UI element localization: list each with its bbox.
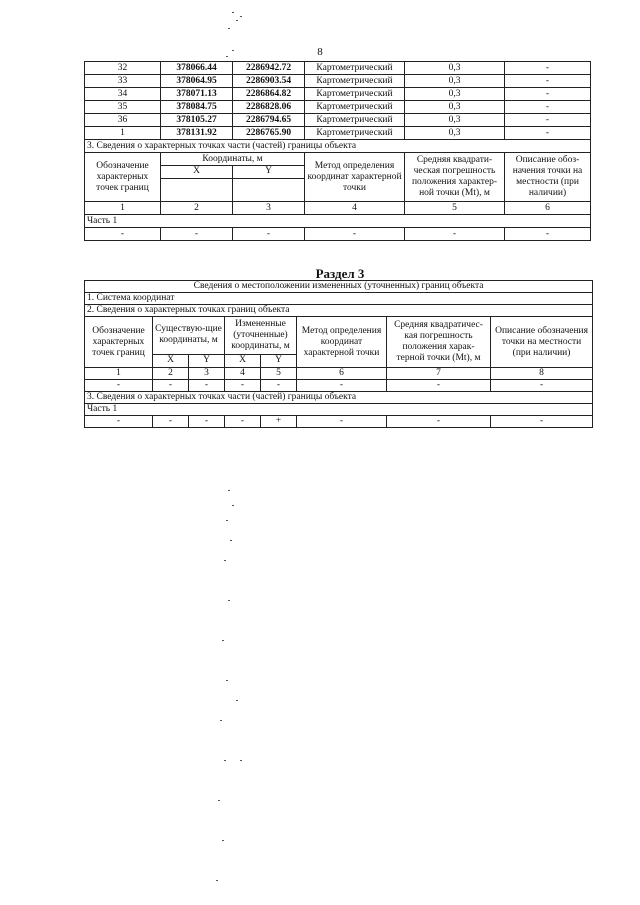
scan-speck [232, 50, 234, 51]
header-changed-y: Y [261, 354, 297, 367]
table-cell: 32 [85, 62, 161, 75]
table-cell: - [505, 101, 591, 114]
table-cell: 378131.92 [161, 127, 233, 140]
table-cell: - [505, 88, 591, 101]
table-cell: 378071.13 [161, 88, 233, 101]
table-cell: 34 [85, 88, 161, 101]
section-caption: Сведения о местоположении измененных (уточненных) границ объекта [85, 281, 593, 293]
table-cell: 35 [85, 101, 161, 114]
table-cell: 3 [233, 202, 305, 215]
header-existing-coordinates: Существую-щие координаты, м [153, 317, 225, 355]
table-cell: 0,3 [405, 88, 505, 101]
table-cell: 2286864.82 [233, 88, 305, 101]
scan-speck [226, 520, 228, 521]
scan-speck [232, 12, 234, 13]
scan-speck [224, 760, 226, 761]
table-cell: Картометрический [305, 88, 405, 101]
table-cell: 0,3 [405, 127, 505, 140]
scan-speck [228, 600, 230, 601]
table-cell: - [85, 380, 153, 392]
scan-speck [220, 720, 222, 721]
header-description: Описание обоз-начения точки на местности (при наличии) [505, 153, 591, 202]
table-cell: 4 [305, 202, 405, 215]
table-cell: - [297, 380, 387, 392]
header-y: Y [233, 166, 305, 179]
table-cell: - [505, 62, 591, 75]
table-cell: - [491, 380, 593, 392]
table-cell: - [225, 416, 261, 428]
table-cell: 6 [505, 202, 591, 215]
table-cell: 2286828.06 [233, 101, 305, 114]
table-cell: 2286903.54 [233, 75, 305, 88]
scan-speck [240, 16, 242, 17]
header-existing-y: Y [189, 354, 225, 367]
table-cell: 378064.95 [161, 75, 233, 88]
table-cell: 2286942.72 [233, 62, 305, 75]
column-numbers-row [85, 202, 591, 215]
table-cell: - [261, 380, 297, 392]
table-cell: 4 [225, 368, 261, 380]
scan-speck [228, 490, 230, 491]
subsection-part-points: 3. Сведения о характерных точках части (частей) границы объекта [85, 392, 593, 404]
table-row [85, 228, 591, 241]
header-description: Описание обозначения точки на местности (при наличии) [491, 317, 593, 368]
column-numbers-row [85, 368, 593, 380]
table-cell: - [505, 228, 591, 241]
header-accuracy: Средняя квадратичес-кая погрешность положения харак-терной точки (Mt), м [387, 317, 491, 368]
table-cell: - [505, 114, 591, 127]
table-cell: - [491, 416, 593, 428]
table-cell: 2286765.90 [233, 127, 305, 140]
table-cell: - [225, 380, 261, 392]
table-cell: 3 [189, 368, 225, 380]
header-designation: Обозначение характерных точек границ [85, 317, 153, 368]
table-cell: 6 [297, 368, 387, 380]
table-row [85, 114, 591, 127]
header-coordinates: Координаты, м [161, 153, 305, 166]
header-accuracy: Средняя квадрати-ческая погрешность положения характер-ной точки (Mt), м [405, 153, 505, 202]
table-cell: - [505, 75, 591, 88]
scan-speck [222, 840, 224, 841]
table-cell: 378066.44 [161, 62, 233, 75]
table-cell: 1 [85, 127, 161, 140]
table-row [85, 380, 593, 392]
table-cell: 8 [491, 368, 593, 380]
scan-speck [240, 760, 242, 761]
part-label: Часть 1 [85, 215, 591, 228]
table-cell: - [233, 228, 305, 241]
table-cell: 2 [161, 202, 233, 215]
table-row [85, 88, 591, 101]
table-row [85, 127, 591, 140]
table-cell: 1 [85, 202, 161, 215]
section-title: Раздел 3 [315, 266, 365, 281]
table-cell: - [505, 127, 591, 140]
table-cell: 2 [153, 368, 189, 380]
table-cell: Картометрический [305, 101, 405, 114]
scan-speck [216, 880, 218, 881]
table-cell: Картометрический [305, 127, 405, 140]
table-cell: Картометрический [305, 75, 405, 88]
scan-speck [232, 505, 234, 506]
subsection-title: 3. Сведения о характерных точках части (частей) границы объекта [85, 140, 591, 153]
table-cell: 0,3 [405, 75, 505, 88]
scan-speck [224, 560, 226, 561]
table-row [85, 416, 593, 428]
table-cell: - [189, 416, 225, 428]
table-cell: - [153, 380, 189, 392]
table-cell: 5 [261, 368, 297, 380]
scan-speck [236, 700, 238, 701]
table-cell: 0,3 [405, 62, 505, 75]
table-cell: - [153, 416, 189, 428]
header-x: X [161, 166, 233, 179]
scan-speck [218, 800, 220, 801]
table-cell: 378105.27 [161, 114, 233, 127]
table-cell: - [85, 416, 153, 428]
table-cell: 378084.75 [161, 101, 233, 114]
table-cell: - [297, 416, 387, 428]
page-number: 8 [317, 46, 323, 58]
table-cell: 33 [85, 75, 161, 88]
table-cell: - [189, 380, 225, 392]
table-cell: - [85, 228, 161, 241]
table-cell: 0,3 [405, 114, 505, 127]
table-cell: + [261, 416, 297, 428]
scan-speck [228, 28, 230, 29]
scan-speck [236, 20, 238, 21]
subsection-boundary-points: 2. Сведения о характерных точках границ объекта [85, 305, 593, 317]
table-row [85, 75, 591, 88]
boundary-points-table [84, 61, 591, 241]
scan-speck [226, 56, 228, 57]
part-label: Часть 1 [85, 404, 593, 416]
table-cell: Картометрический [305, 114, 405, 127]
table-row [85, 101, 591, 114]
table-cell: 36 [85, 114, 161, 127]
table-cell: 0,3 [405, 101, 505, 114]
table-cell: 7 [387, 368, 491, 380]
table-cell: - [305, 228, 405, 241]
table-cell: 1 [85, 368, 153, 380]
scan-speck [230, 540, 232, 541]
table-cell: - [161, 228, 233, 241]
header-method: Метод определения координат характерной точки [305, 153, 405, 202]
subsection-coordinate-system: 1. Система координат [85, 293, 593, 305]
table-cell: 5 [405, 202, 505, 215]
scan-speck [222, 640, 224, 641]
header-changed-coordinates: Измененные (уточненные) координаты, м [225, 317, 297, 355]
table-row [85, 62, 591, 75]
header-designation: Обозначение характерных точек границ [85, 153, 161, 202]
table-cell: - [387, 380, 491, 392]
header-method: Метод определения координат характерной точки [297, 317, 387, 368]
table-cell: - [387, 416, 491, 428]
header-changed-x: X [225, 354, 261, 367]
table-cell: Картометрический [305, 62, 405, 75]
scan-speck [226, 680, 228, 681]
changed-boundaries-table [84, 280, 593, 428]
table-cell: - [405, 228, 505, 241]
header-existing-x: X [153, 354, 189, 367]
table-cell: 2286794.65 [233, 114, 305, 127]
